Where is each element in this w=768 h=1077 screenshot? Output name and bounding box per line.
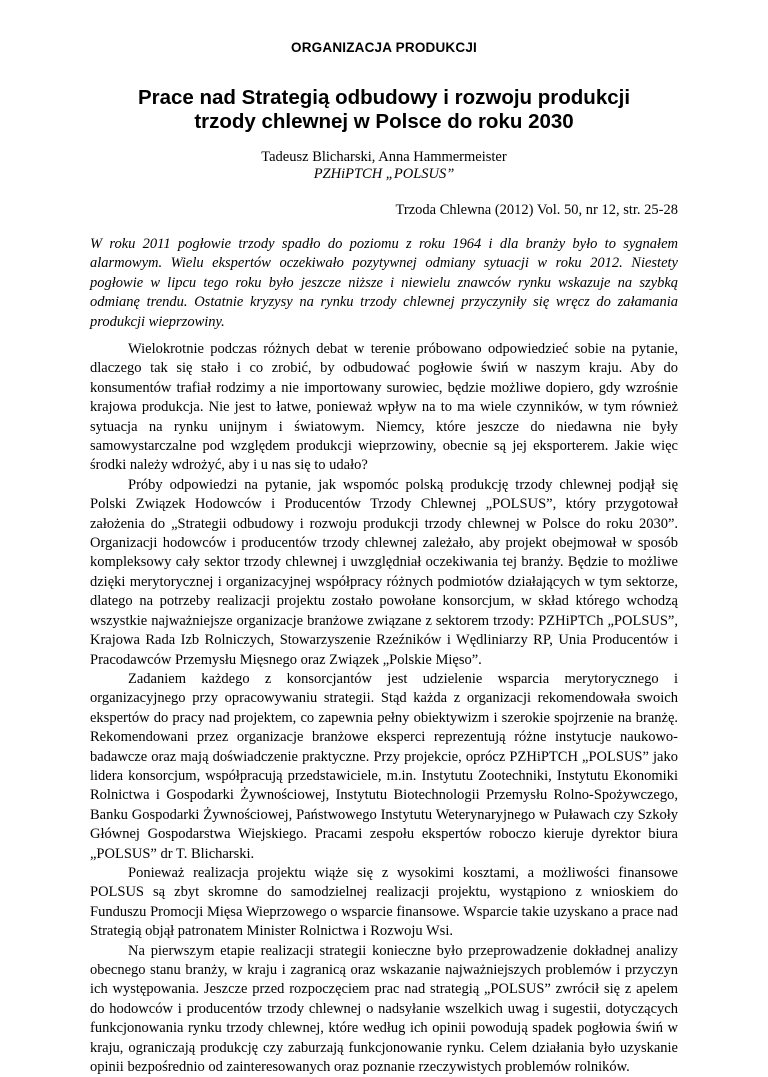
abstract: W roku 2011 pogłowie trzody spadło do poziomu z roku 1964 i dla branży było to sygnałem alarmowym. Wielu ekspertów oczekiwało pozytywnej odmiany sytuacji w roku 2012. Niestety pogłowie w lipcu tego roku było jeszcze niższe i niewielu znawców rynku wskazuje na szybką odmianę trendu. Ostatnie kryzysy na rynku trzody chlewnej przyczyniły się wręcz do załamania produkcji wieprzowiny. bbox=[90, 236, 678, 330]
citation: Trzoda Chlewna (2012) Vol. 50, nr 12, str. 25-28 bbox=[395, 202, 678, 218]
body-paragraph: Na pierwszym etapie realizacji strategii konieczne było przeprowadzenie dokładnej analizy obecnego stanu branży, w kraju i zagranicą oraz wskazanie najważniejszych problemów i przyczyn ich występowania. Jeszcze przed rozpoczęciem prac nad strategią „POLSUS” zwrócił się z apelem do hodowców i producentów trzody chlewnej o nadsyłanie wszelkich uwag i sugestii, dotyczących funkcjonowania rynku trzody chlewnej, które według ich opinii powodują spadek pogłowia świń w kraju, ograniczają produkcję czy zaburzają funkcjonowanie rynku. Celem działania było uzyskanie opinii bezpośrednio od zainteresowanych oraz poznanie rzeczywistych problemów rolników. bbox=[90, 942, 678, 1076]
body-paragraph: Wielokrotnie podczas różnych debat w terenie próbowano odpowiedzieć sobie na pytanie, dlaczego tak się stało i co zrobić, by odbudować pogłowie świń w naszym kraju. Aby do konsumentów trafiał rodzimy a nie importowany surowiec, będzie możliwe dopiero, gdy wzrośnie krajowa produkcja. Nie jest to łatwe, ponieważ wpływ na to ma wiele czynników, w tym również sytuacja na rynku unijnym i światowym. Niemcy, które jeszcze do niedawna nie były samowystarczalne pod względem produkcji wieprzowiny, obecnie są jej eksporterem. Jakie więc środki należy wdrożyć, aby i u nas się to udało? bbox=[90, 341, 678, 474]
article-title-line-2: trzody chlewnej w Polsce do roku 2030 bbox=[194, 110, 574, 133]
article-body bbox=[90, 340, 678, 1077]
body-paragraph: Zadaniem każdego z konsorcjantów jest udzielenie wsparcia merytorycznego i organizacyjnego przy opracowywaniu strategii. Stąd każda z organizacji rekomendowała swoich ekspertów do pracy nad projektem, co zapewnia pełny obiektywizm i szerokie spojrzenie na branżę. Rekomendowani przez organizacje branżowe eksperci reprezentują różne instytucje naukowo-badawcze oraz mają doświadczenie praktyczne. Przy projekcie, oprócz PZHiPTCH „POLSUS” jako lidera konsorcjum, współpracują przedstawiciele, m.in. Instytutu Zootechniki, Instytutu Ekonomiki Rolnictwa i Gospodarki Żywnościowej, Instytutu Biotechnologii Przemysłu Rolno-Spożywczego, Banku Gospodarki Żywnościowej, Państwowego Instytutu Weterynaryjnego w Puławach czy Szkoły Głównej Gospodarstwa Wiejskiego. Pracami zespołu ekspertów roboczo kieruje dyrektor biura „POLSUS” dr T. Blicharski. bbox=[90, 670, 678, 862]
section-heading: ORGANIZACJA PRODUKCJI bbox=[291, 40, 477, 55]
body-paragraph: Ponieważ realizacja projektu wiąże się z wysokimi kosztami, a możliwości finansowe POLSUS są zbyt skromne do samodzielnej realizacji projektu, wystąpiono z wnioskiem do Funduszu Promocji Mięsa Wieprzowego o wsparcie finansowe. Wsparcie takie uzyskano a prace nad Strategią objął patronatem Minister Rolnictwa i Rozwoju Wsi. bbox=[90, 864, 678, 940]
body-paragraph: Próby odpowiedzi na pytanie, jak wspomóc polską produkcję trzody chlewnej podjął się Polski Związek Hodowców i Producentów Trzody Chlewnej „POLSUS”, który przygotował założenia do „Strategii odbudowy i rozwoju produkcji trzody chlewnej w Polsce do roku 2030”. Organizacji hodowców i producentów trzody chlewnej zależało, aby projekt obejmował w sposób kompleksowy cały sektor trzody chlewnej i uwzględniał oczekiwania tej branży. Będzie to możliwe dzięki merytorycznej i organizacyjnej współpracy różnych podmiotów działających w tym sektorze, dlatego na potrzeby realizacji projektu zostało powołane konsorcjum, w skład którego wchodzą wszystkie najważniejsze organizacje branżowe związane z sektorem trzody: PZHiPTCh „POLSUS”, Krajowa Rada Izb Rolniczych, Stowarzyszenie Rzeźników i Wędliniarzy RP, Unia Producentów i Pracodawców Przemysłu Mięsnego oraz Związek „Polskie Mięso”. bbox=[90, 476, 678, 668]
article-title-line-1: Prace nad Strategią odbudowy i rozwoju produkcji bbox=[137, 86, 631, 109]
authors: Tadeusz Blicharski, Anna Hammermeister bbox=[261, 149, 507, 165]
article-title bbox=[60, 86, 708, 134]
affiliation: PZHiPTCH „POLSUS” bbox=[313, 166, 455, 182]
